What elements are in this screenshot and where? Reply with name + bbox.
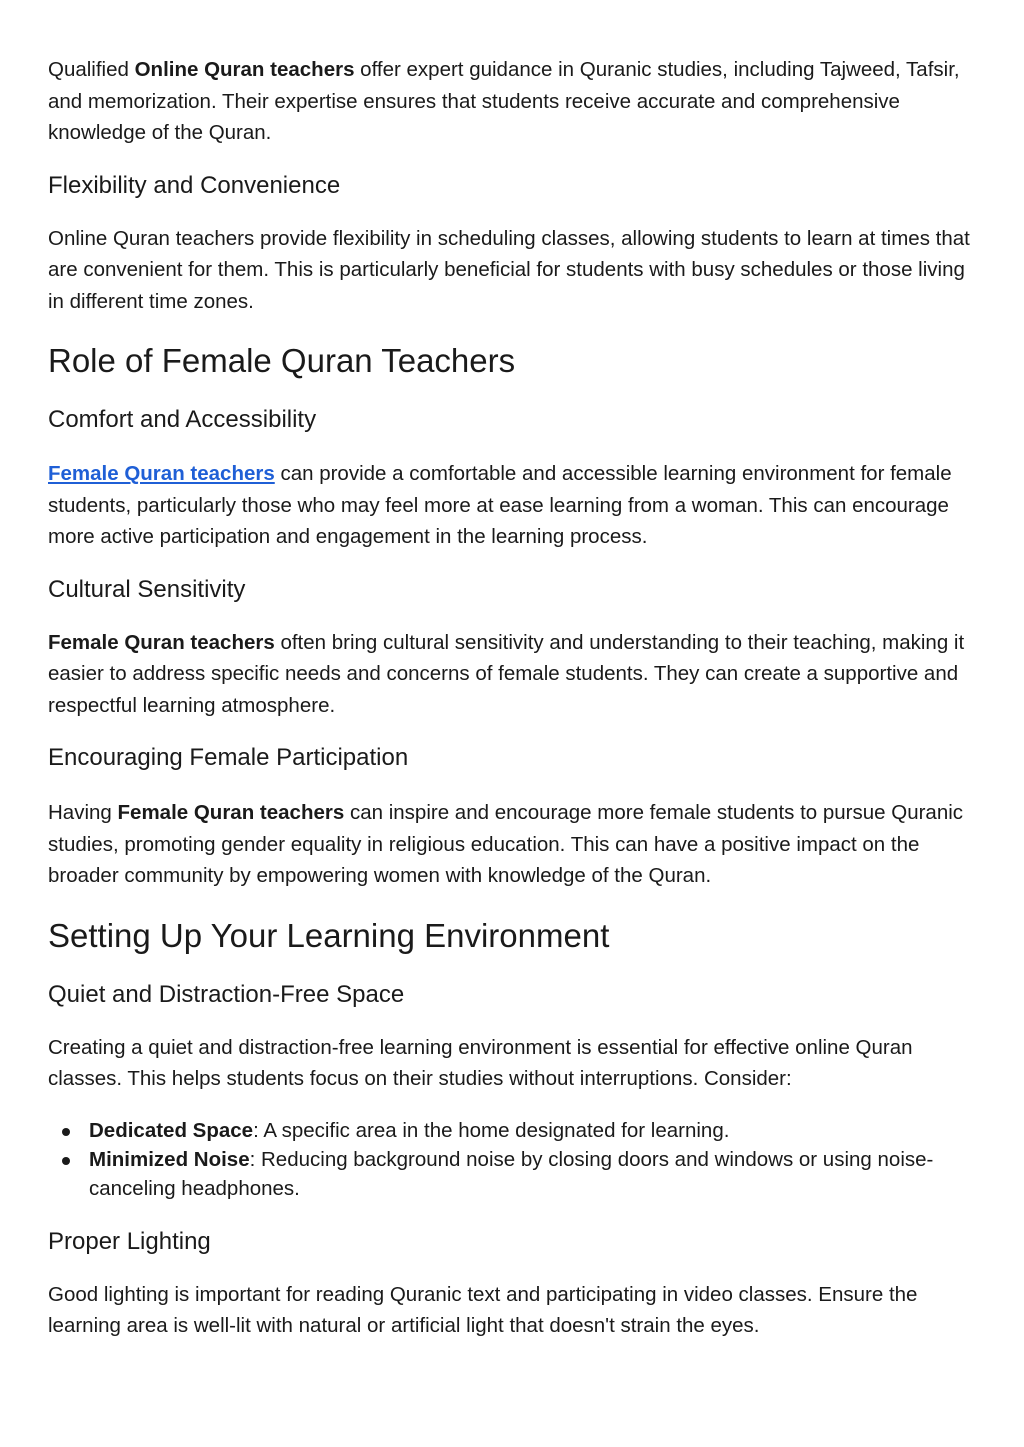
quiet-paragraph: Creating a quiet and distraction-free learning environment is essential for effective online Quran classes. This helps students focus on their studies without interruptions. Consider: (48, 1035, 913, 1090)
quiet-list (48, 1116, 978, 1203)
cultural-bold-phrase: Female Quran teachers (48, 630, 275, 654)
intro-bold-phrase: Online Quran teachers (134, 58, 355, 81)
flexibility-paragraph: Online Quran teachers provide flexibility in scheduling classes, allowing students to learn at times that are convenient for them. This is particularly beneficial for students with busy schedules or those living in different time zones. (48, 226, 970, 313)
participation-bold-phrase: Female Quran teachers (117, 801, 345, 824)
flexibility-heading: Flexibility and Convenience (48, 171, 341, 199)
cultural-paragraph: Female Quran teachers often bring cultural sensitivity and understanding to their teaching, making it easier to address specific needs and concerns of female students. They can create a supportive and respectful learning atmosphere. (48, 630, 965, 717)
comfort-heading: Comfort and Accessibility (48, 406, 317, 433)
list-item: Dedicated Space: A specific area in the home designated for learning. (48, 1116, 978, 1145)
cultural-heading: Cultural Sensitivity (48, 575, 246, 603)
document-page (48, 54, 978, 1342)
environment-heading: Setting Up Your Learning Environment (48, 916, 610, 954)
quiet-heading: Quiet and Distraction-Free Space (48, 980, 405, 1008)
lighting-paragraph: Good lighting is important for reading Quranic text and participating in video classes. Ensure the learning area is well-lit with natural or artificial light that doesn't strain the eyes. (48, 1282, 918, 1337)
lighting-heading: Proper Lighting (48, 1227, 211, 1255)
intro-paragraph: Qualified Online Quran teachers offer expert guidance in Quranic studies, including Tajweed, Tafsir, and memorization. Their expertise ensures that students receive accurate and comprehensive knowledge of the Quran. (48, 58, 960, 144)
comfort-paragraph: Female Quran teachers can provide a comfortable and accessible learning environment for female students, particularly those who may feel more at ease learning from a woman. This can encourage more active participation and engagement in the learning process. (48, 462, 952, 548)
list-item: Minimized Noise: Reducing background noise by closing doors and windows or using noise-canceling headphones. (48, 1145, 978, 1203)
bullet-icon (62, 1157, 70, 1165)
female-quran-teachers-link[interactable]: Female Quran teachers (48, 462, 275, 485)
female-role-heading: Role of Female Quran Teachers (48, 342, 516, 379)
bullet-icon (62, 1128, 70, 1136)
participation-heading: Encouraging Female Participation (48, 744, 409, 771)
participation-paragraph: Having Female Quran teachers can inspire and encourage more female students to pursue Quranic studies, promoting gender equality in religious education. This can have a positive impact on the broader community by empowering women with knowledge of the Quran. (48, 801, 964, 887)
